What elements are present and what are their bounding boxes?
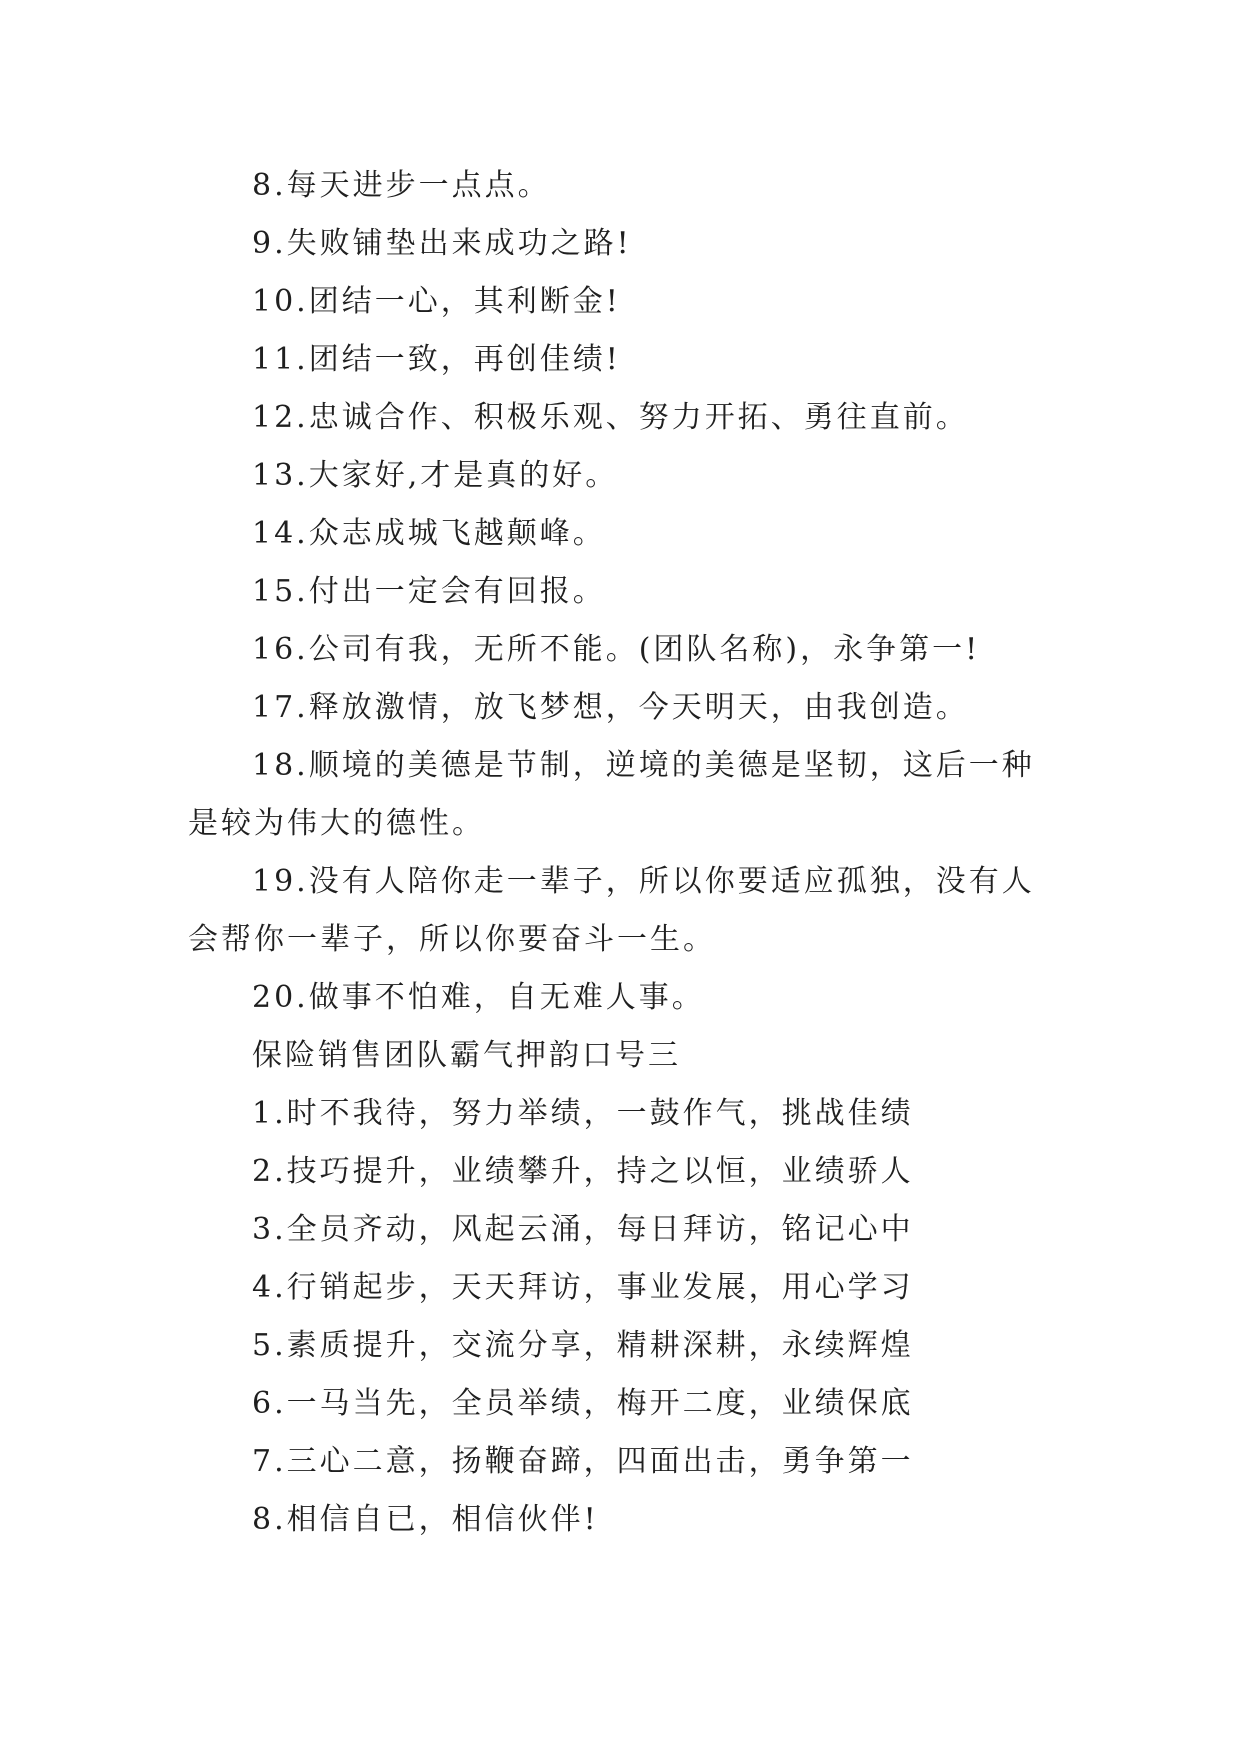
list-item: 16.公司有我，无所不能。(团队名称)，永争第一! — [252, 632, 981, 667]
list-item: 8.相信自已，相信伙伴! — [252, 1502, 599, 1537]
list-item: 15.付出一定会有回报。 — [252, 574, 606, 609]
list-item: 13.大家好,才是真的好。 — [252, 458, 619, 493]
list-item: 6.一马当先，全员举绩，梅开二度，业绩保底 — [252, 1386, 914, 1421]
list-item: 7.三心二意，扬鞭奋蹄，四面出击，勇争第一 — [252, 1444, 914, 1479]
list-item: 17.释放激情，放飞梦想，今天明天，由我创造。 — [252, 690, 969, 725]
list-item: 12.忠诚合作、积极乐观、努力开拓、勇往直前。 — [252, 400, 969, 435]
list-item: 1.时不我待，努力举绩，一鼓作气，挑战佳绩 — [252, 1096, 914, 1131]
list-item: 11.团结一致，再创佳绩! — [252, 342, 621, 377]
list-item: 4.行销起步，天天拜访，事业发展，用心学习 — [252, 1270, 914, 1305]
list-item: 3.全员齐动，风起云涌，每日拜访，铭记心中 — [252, 1212, 914, 1247]
section-heading: 保险销售团队霸气押韵口号三 — [252, 1038, 681, 1073]
list-item: 19.没有人陪你走一辈子，所以你要适应孤独，没有人会帮你一辈子，所以你要奋斗一生。 — [188, 864, 1035, 957]
list-item: 2.技巧提升，业绩攀升，持之以恒，业绩骄人 — [252, 1154, 914, 1189]
list-item: 8.每天进步一点点。 — [252, 168, 551, 203]
document-body — [188, 157, 1056, 1549]
list-item: 18.顺境的美德是节制，逆境的美德是坚韧，这后一种是较为伟大的德性。 — [188, 748, 1035, 841]
list-item: 20.做事不怕难，自无难人事。 — [252, 980, 705, 1015]
list-item: 9.失败铺垫出来成功之路! — [252, 226, 632, 261]
list-item: 10.团结一心，其利断金! — [252, 284, 621, 319]
list-item: 14.众志成城飞越颠峰。 — [252, 516, 606, 551]
list-item: 5.素质提升，交流分享，精耕深耕，永续辉煌 — [252, 1328, 914, 1363]
